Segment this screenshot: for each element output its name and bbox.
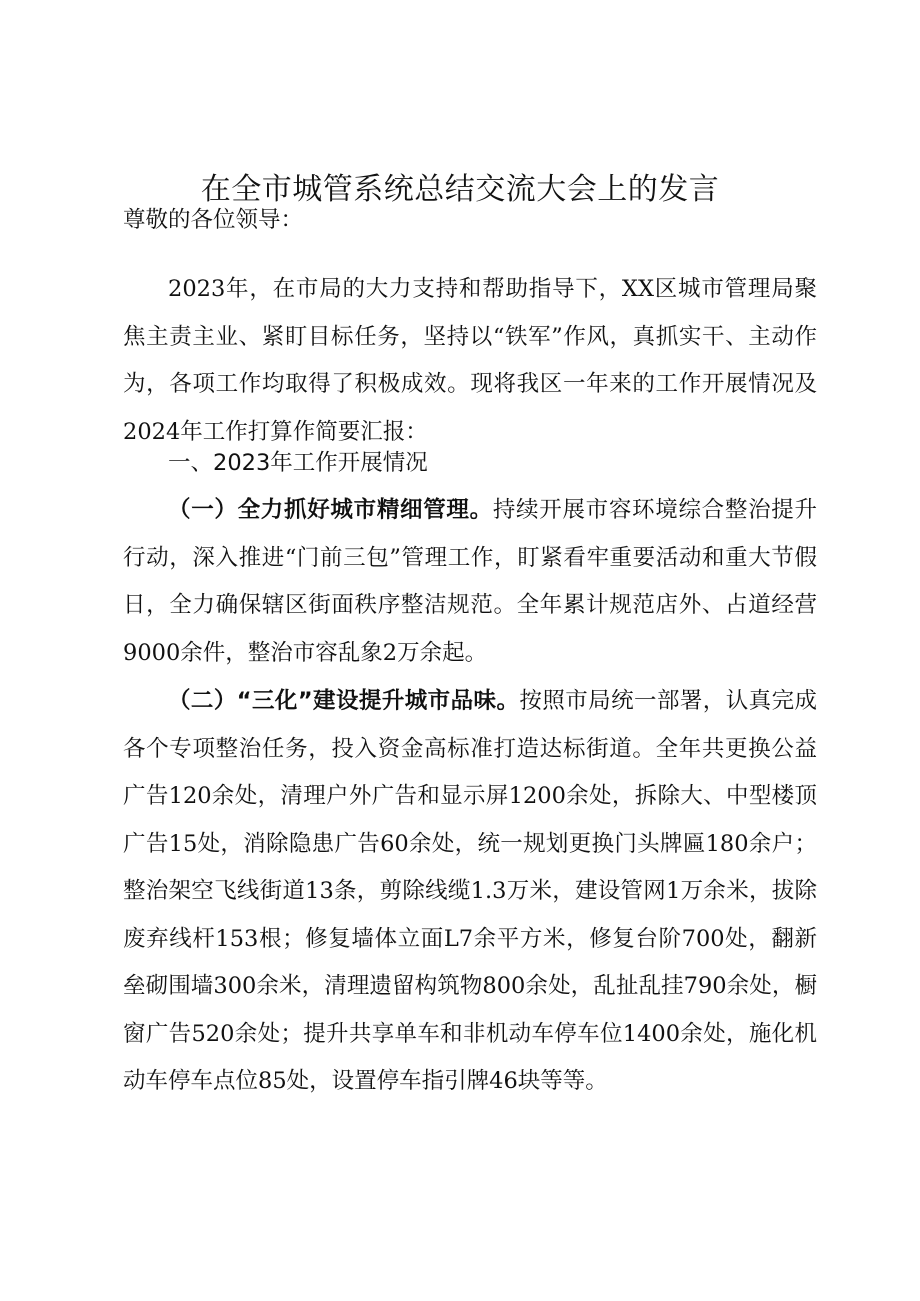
salutation: 尊敬的各位领导： — [123, 207, 304, 233]
item-2-lead: （二）“三化”建设提升城市品味。 — [168, 688, 520, 714]
section-heading: 一、2023年工作开展情况 — [168, 450, 428, 476]
paragraph-item-2 — [123, 678, 817, 1106]
intro-paragraph: 2023年，在市局的大力支持和帮助指导下，XX区城市管理局聚焦主责主业、紧盯目标任务，坚持以“铁军”作风，真抓实干、主动作为，各项工作均取得了积极成效。现将我区一年来的工作开展情况及2024年工作打算作简要汇报： — [123, 276, 817, 445]
item-2-text: 按照市局统一部署，认真完成各个专项整治任务，投入资金高标准打造达标街道。全年共更换公益广告120余处，清理户外广告和显示屏1200余处，拆除大、中型楼顶广告15处，消除隐患广告60余处，统一规划更换门头牌匾180余户；整治架空飞线街道13条，剪除线缆1.3万米，建设管网1万余米，拔除废弃线杆153根；修复墙体立面L7余平方米，修复台阶700处，翻新垒砌围墙300余米，清理遗留构筑物800余处，乱扯乱挂790余处，橱窗广告520余处；提升共享单车和非机动车停车位1400余处，施化机动车停车点位85处，设置停车指引牌46块等等。 — [123, 688, 817, 1094]
document-title: 在全市城管系统总结交流大会上的发言 — [200, 172, 720, 207]
item-1-lead: （一）全力抓好城市精细管理。 — [168, 497, 493, 523]
item-1-text: 持续开展市容环境综合整治提升行动，深入推进“门前三包”管理工作，盯紧看牢重要活动和重大节假日，全力确保辖区街面秩序整洁规范。全年累计规范店外、占道经营9000余件，整治市容乱象2万余起。 — [123, 497, 817, 666]
paragraph-item-1 — [123, 487, 817, 677]
